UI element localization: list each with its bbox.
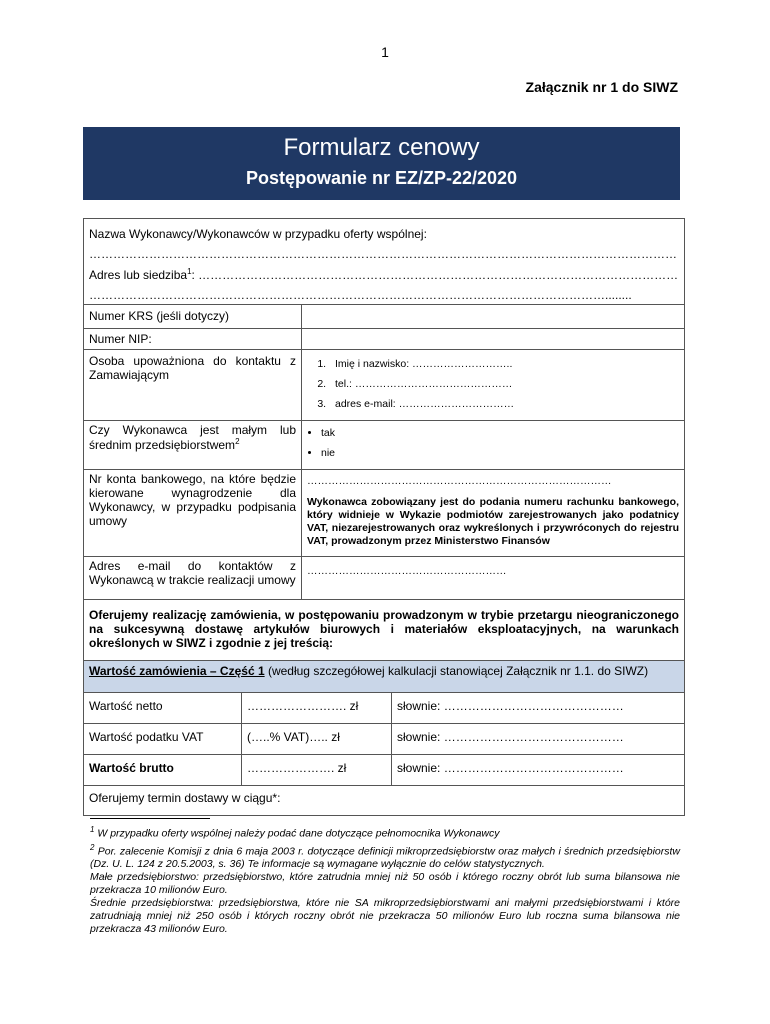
bank-account-label: Nr konta bankowego, na które będzie kierowane wynagrodzenie dla Wykonawcy, w przypadku podpisania umowy bbox=[84, 470, 302, 557]
footnote-1-text: W przypadku oferty wspólnej należy podać dane dotyczące pełnomocnika Wykonawcy bbox=[94, 827, 500, 840]
form-title: Formularz cenowy bbox=[283, 134, 480, 161]
price-form bbox=[83, 218, 685, 816]
value-heading-note: (według szczegółowej kalkulacji stanowiącej Załącznik nr 1.1. do SIWZ) bbox=[264, 664, 649, 678]
sme-option-no[interactable]: • nie bbox=[321, 447, 679, 459]
footnote-divider bbox=[90, 818, 210, 819]
net-value-words-field[interactable]: słownie: ……………………………………… bbox=[392, 693, 685, 724]
footnote-1 bbox=[90, 823, 680, 841]
gross-value-field[interactable]: …………………. zł bbox=[242, 755, 392, 786]
footnotes bbox=[90, 818, 680, 936]
contact-label: Osoba upoważniona do kontaktu z Zamawiającym bbox=[84, 350, 302, 421]
footnote-1-number: 1 bbox=[90, 825, 95, 834]
contact-name-field[interactable]: 1. Imię i nazwisko: ……………………….. bbox=[329, 358, 679, 370]
krs-field[interactable] bbox=[302, 305, 685, 329]
sme-label-cell bbox=[84, 421, 302, 470]
contractor-address-field-2[interactable]: …………………………………………………………………………………………………………………........ bbox=[89, 288, 632, 302]
nip-field[interactable] bbox=[302, 329, 685, 350]
medium-enterprise-definition: Średnie przedsiębiorstwa: przedsiębiorstwa, które nie SA mikroprzedsiębiorstwami ani małymi przedsiębiorstwami i które zatrudniają mniej niż 250 osób i których roczny obrót nie przekracza 50 milionów Euro lub roczna suma bilansowa nie przekracza 43 milionów Euro. bbox=[90, 897, 680, 935]
contractor-address-row bbox=[89, 267, 679, 282]
vat-value-label: Wartość podatku VAT bbox=[84, 724, 242, 755]
footnote-2-text: Por. zalecenie Komisji z dnia 6 maja 2003 r. dotyczące definicji mikroprzedsiębiorstw oraz małych i średnich przedsiębiorstw (Dz. U. L. 124 z 20.5.2003, s. 36) Te informacje są wymagane wyłącznie do celów statystycznych. bbox=[90, 845, 680, 870]
vat-value-field[interactable]: (…..% VAT)….. zł bbox=[242, 724, 392, 755]
contact-email-field[interactable]: 3. adres e-mail: …………………………… bbox=[329, 398, 679, 410]
gross-value-label: Wartość brutto bbox=[84, 755, 242, 786]
offer-statement: Oferujemy realizację zamówienia, w postępowaniu prowadzonym w trybie przetargu nieograniczonego na sukcesywną dostawę artykułów biurowych i materiałów eksploatacyjnych, na warunkach określonych w SIWZ i zgodnie z jej treścią: bbox=[84, 600, 685, 661]
small-enterprise-definition: Małe przedsiębiorstwo: przedsiębiorstwo, które zatrudnia mniej niż 50 osób i którego roczny obrót lub suma bilansowa nie przekracza 10 milionów Euro. bbox=[90, 871, 680, 896]
value-heading-title: Wartość zamówienia – Część 1 bbox=[89, 664, 265, 678]
sme-options bbox=[307, 427, 679, 459]
contractor-address-field[interactable]: : ………………………………………………………………………………………………………… bbox=[191, 268, 679, 282]
net-value-label: Wartość netto bbox=[84, 693, 242, 724]
contact-list bbox=[307, 358, 679, 410]
procedure-number: Postępowanie nr EZ/ZP-22/2020 bbox=[245, 168, 518, 188]
delivery-term-field[interactable]: Oferujemy termin dostawy w ciągu*: bbox=[84, 786, 685, 816]
gross-value-words-field[interactable]: słownie: ……………………………………… bbox=[392, 755, 685, 786]
footnote-2-number: 2 bbox=[90, 842, 95, 852]
footnote-2 bbox=[90, 841, 680, 872]
net-value-field[interactable]: ……………………. zł bbox=[242, 693, 392, 724]
bank-account-field[interactable]: …………………………………………………………………………… bbox=[307, 475, 612, 487]
nip-label: Numer NIP: bbox=[84, 329, 302, 350]
vat-value-words-field[interactable]: słownie: ……………………………………… bbox=[392, 724, 685, 755]
contact-phone-field[interactable]: 2. tel.: ……………………………………… bbox=[329, 378, 679, 390]
title-banner bbox=[83, 127, 680, 200]
value-table bbox=[83, 661, 685, 816]
footnote-ref-2: 2 bbox=[235, 437, 240, 446]
footnote-ref-1: 1 bbox=[187, 267, 192, 276]
email-label: Adres e-mail do kontaktów z Wykonawcą w trakcie realizacji umowy bbox=[84, 557, 302, 600]
email-field[interactable]: ………………………………………………… bbox=[307, 565, 507, 577]
contractor-table bbox=[83, 218, 685, 661]
annex-label: Załącznik nr 1 do SIWZ bbox=[525, 79, 678, 95]
contractor-address-label: Adres lub siedziba bbox=[89, 268, 188, 282]
value-heading bbox=[84, 661, 685, 693]
bank-account-note: Wykonawca zobowiązany jest do podania numeru rachunku bankowego, który widnieje w Wykazie podmiotów zarejestrowanych jako podatnicy VAT, niezarejestrowanych oraz wykreślonych i przywróconych do rejestru VAT, prowadzonym przez Ministerstwo Finansów bbox=[307, 496, 679, 547]
page-number: 1 bbox=[381, 44, 389, 60]
krs-label: Numer KRS (jeśli dotyczy) bbox=[84, 305, 302, 329]
contractor-name-field[interactable]: ………………………………………………………………………………………………………………………………… bbox=[89, 247, 677, 261]
sme-option-yes[interactable]: • tak bbox=[321, 427, 679, 439]
contractor-name-label: Nazwa Wykonawcy/Wykonawców w przypadku oferty wspólnej: bbox=[89, 227, 427, 241]
sme-label: Czy Wykonawca jest małym lub średnim przedsiębiorstwem bbox=[89, 423, 296, 452]
